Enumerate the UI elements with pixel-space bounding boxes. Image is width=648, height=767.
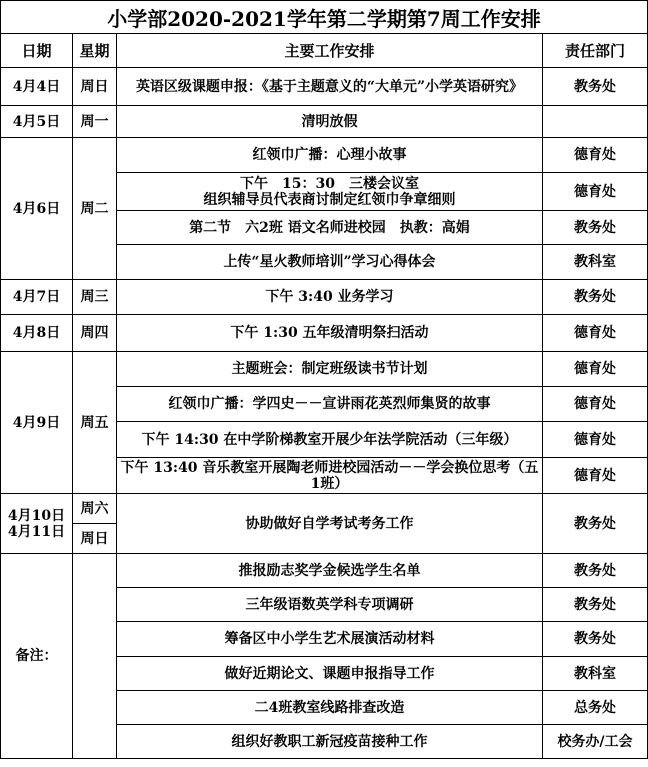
task-cell: 下午 13:40 音乐教室开展陶老师进校园活动－－学会换位思考（五1班）	[117, 458, 543, 494]
date-cell	[1, 494, 73, 554]
task-cell: 下午 1:30 五年级清明祭扫活动	[117, 315, 543, 352]
task-cell: 下午 3:40 业务学习	[117, 280, 543, 315]
task-cell: 组织好教职工新冠疫苗接种工作	[117, 725, 543, 759]
task-cell: 英语区级课题申报：《基于主题意义的“大单元”小学英语研究》	[117, 68, 543, 106]
date-cell: 4月7日	[1, 280, 73, 315]
dept-cell: 教务处	[543, 622, 648, 657]
dept-cell: 教务处	[543, 588, 648, 622]
task-cell: 清明放假	[117, 106, 543, 138]
task-cell: 协助做好自学考试考务工作	[117, 494, 543, 554]
weekday-cell: 周四	[73, 315, 117, 352]
dept-cell: 校务办/工会	[543, 725, 648, 759]
header-weekday: 星期	[73, 34, 117, 68]
dept-cell: 德育处	[543, 315, 648, 352]
dept-cell: 德育处	[543, 173, 648, 211]
task-cell: 二4班教室线路排查改造	[117, 691, 543, 725]
notes-blank	[73, 554, 117, 759]
header-dept: 责任部门	[543, 34, 648, 68]
dept-cell: 教务处	[543, 554, 648, 588]
table-row	[1, 494, 648, 524]
task-cell	[117, 173, 543, 211]
table-row	[1, 352, 648, 387]
task-cell: 上传“星火教师培训”学习心得体会	[117, 245, 543, 280]
date-cell: 4月8日	[1, 315, 73, 352]
weekday-cell: 周一	[73, 106, 117, 138]
task-cell: 做好近期论文、课题申报指导工作	[117, 657, 543, 691]
task-cell: 下午 14:30 在中学阶梯教室开展少年法学院活动（三年级）	[117, 422, 543, 458]
date-cell: 4月6日	[1, 138, 73, 280]
dept-cell: 教务处	[543, 211, 648, 245]
dept-cell: 德育处	[543, 138, 648, 173]
weekday-cell: 周五	[73, 352, 117, 494]
schedule-table	[0, 33, 648, 759]
date-cell: 4月5日	[1, 106, 73, 138]
date-cell: 4月9日	[1, 352, 73, 494]
dept-cell: 德育处	[543, 387, 648, 422]
date-cell: 4月4日	[1, 68, 73, 106]
date-line: 4月11日	[7, 523, 66, 540]
table-row	[1, 280, 648, 315]
task-cell: 第二节 六2班 语文名师进校园 执教：高娟	[117, 211, 543, 245]
task-line: 下午 15：30 三楼会议室	[240, 175, 419, 192]
weekday-cell: 周六	[73, 494, 117, 524]
task-cell: 主题班会：制定班级读书节计划	[117, 352, 543, 387]
header-date: 日期	[1, 34, 73, 68]
task-cell: 红领巾广播：心理小故事	[117, 138, 543, 173]
dept-cell: 教科室	[543, 657, 648, 691]
task-cell: 推报励志奖学金候选学生名单	[117, 554, 543, 588]
task-line: 组织辅导员代表商讨制定红领巾争章细则	[203, 191, 456, 208]
dept-cell: 总务处	[543, 691, 648, 725]
notes-label: 备注：	[1, 554, 73, 759]
dept-cell: 教务处	[543, 68, 648, 106]
page-title: 小学部2020-2021学年第二学期第7周工作安排	[0, 0, 648, 34]
dept-cell: 教科室	[543, 245, 648, 280]
weekday-cell: 周日	[73, 524, 117, 554]
task-cell: 红领巾广播：学四史－－宣讲雨花英烈师集贤的故事	[117, 387, 543, 422]
dept-cell: 德育处	[543, 352, 648, 387]
table-row	[1, 315, 648, 352]
weekday-cell: 周日	[73, 68, 117, 106]
date-line: 4月10日	[7, 507, 66, 524]
task-cell: 三年级语数英学科专项调研	[117, 588, 543, 622]
table-row	[1, 106, 648, 138]
dept-cell: 教务处	[543, 280, 648, 315]
dept-cell	[543, 106, 648, 138]
dept-cell: 教务处	[543, 494, 648, 554]
dept-cell: 德育处	[543, 458, 648, 494]
table-row	[1, 554, 648, 588]
header-task: 主要工作安排	[117, 34, 543, 68]
table-row	[1, 138, 648, 173]
dept-cell: 德育处	[543, 422, 648, 458]
table-row	[1, 68, 648, 106]
weekday-cell: 周三	[73, 280, 117, 315]
task-cell: 筹备区中小学生艺术展演活动材料	[117, 622, 543, 657]
header-row	[1, 34, 648, 68]
weekday-cell: 周二	[73, 138, 117, 280]
